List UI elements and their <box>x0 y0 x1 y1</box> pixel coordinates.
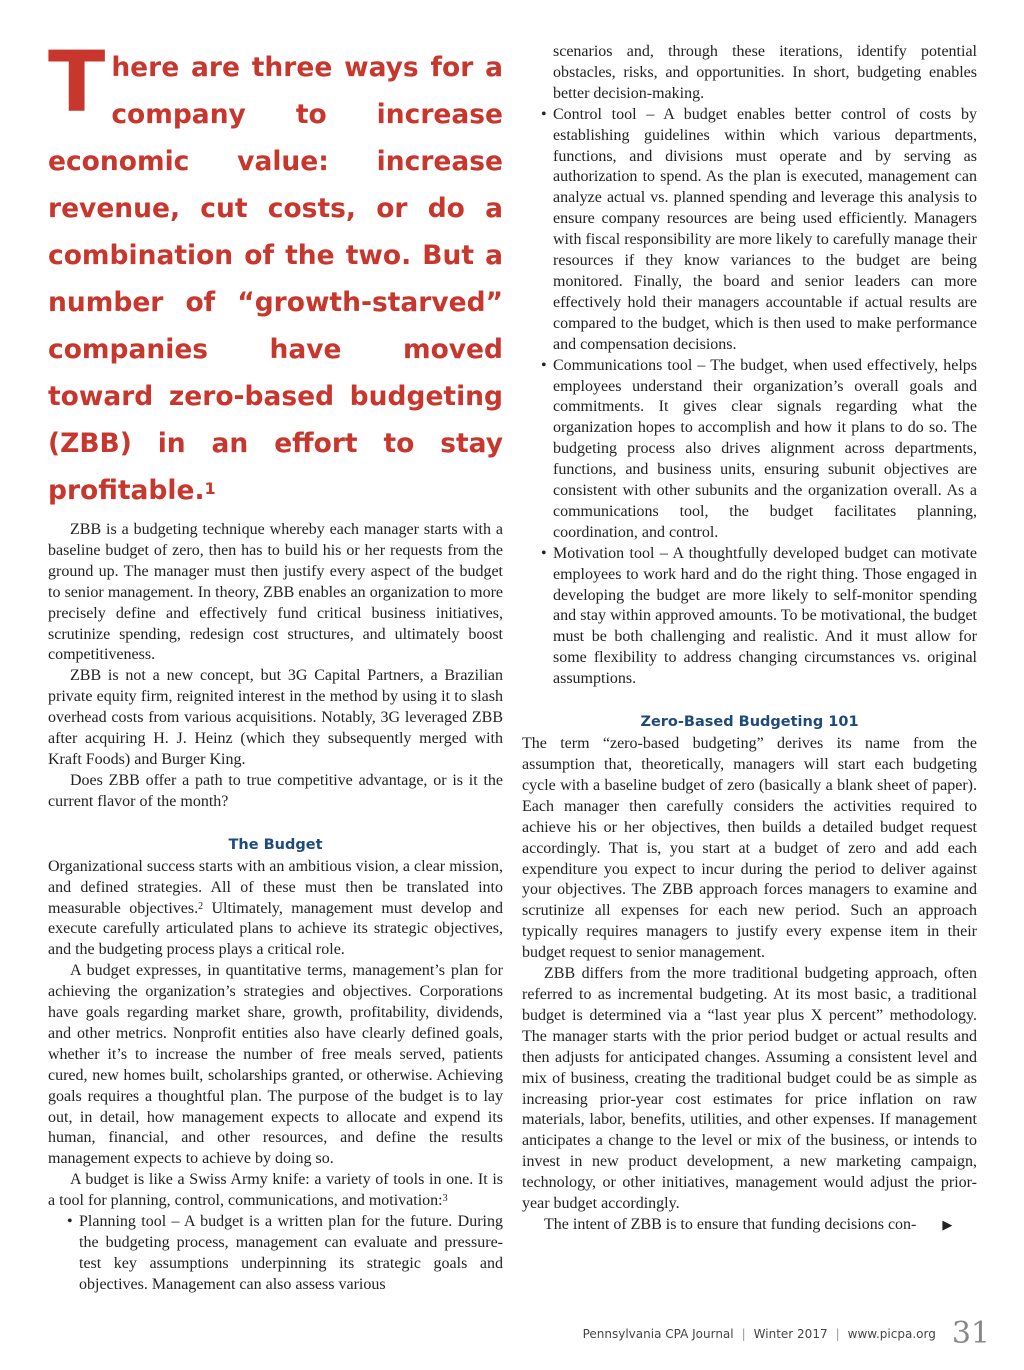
page-number: 31 <box>951 1316 990 1351</box>
lead-text: here are three ways for a company to increase economic value: increase revenue, cut costs, or do a combination of the two. But a number of “growth-starved” companies have moved toward zero-based budgeting (ZBB) in an effort to stay profitable. <box>48 52 503 506</box>
list-item <box>522 105 977 356</box>
footer-divider: | <box>741 1326 746 1341</box>
continued-text: scenarios and, through these iterations, identify potential obstacles, risks, and opportunities. In short, budgeting enables better decision-making. <box>553 43 977 102</box>
page-footer <box>583 1316 990 1351</box>
body-paragraph: Does ZBB offer a path to true competitive advantage, or is it the current flavor of the month? <box>48 771 503 810</box>
body-paragraph <box>48 1170 503 1212</box>
paragraph-text: Ultimately, management must develop and execute carefully articulated plans to achieve its strategic objectives, and the budgeting process plays a critical role. <box>48 899 504 959</box>
list-item-text: Planning tool – A budget is a written plan for the future. During the budgeting process, management can evaluate and pressure-test key assumptions underpinning its strategic goals and objectives. Management can also assess various <box>79 1213 503 1293</box>
section-heading-zbb: Zero-Based Budgeting 101 <box>640 714 859 731</box>
body-paragraph <box>522 1215 977 1236</box>
list-item-text: Motivation tool – A thoughtfully developed budget can motivate employees to work hard and do the right thing. Those engaged in developing the budget are more likely to self-monitor spending and stay within approved amounts. To be motivational, the budget must be both challenging and realistic. And it must allow for some flexibility to address changing circumstances vs. original assumptions. <box>553 544 977 688</box>
footnote-marker: 1 <box>204 479 216 498</box>
body-paragraph: A budget expresses, in quantitative terms, management’s plan for achieving the organization’s strategies and objectives. Corporations have goals regarding market share, growth, profitability, dividends, and other metrics. Nonprofit entities also have clearly defined goals, whether it’s to increase the number of free meals served, patients cured, new homes built, scholarships granted, or otherwise. Achieving goals requires a thoughtful plan. The purpose of the budget is to lay out, in detail, how management expects to allocate and expend its human, financial, and other resources, and define the results management expects to achieve by doing so. <box>48 962 503 1168</box>
left-column <box>48 33 504 1296</box>
website-link[interactable]: www.picpa.org <box>847 1326 936 1341</box>
drop-cap: T <box>48 33 106 131</box>
issue-date: Winter 2017 <box>753 1326 828 1341</box>
body-paragraph: The term “zero-based budgeting” derives its name from the assumption that, theoretically, managers will start each budgeting cycle with a baseline budget of zero (basically a blank sheet of paper). Each manager then carefully considers the activities required to achieve his or her objectives, then builds a detailed budget request accordingly. That is, you start at a budget of zero and add each expenditure you expect to incur during the period to deliver against your objectives. The ZBB approach forces managers to examine and scrutinize all expenses for each new period. Such an approach typically requires managers to justify every expense item in their budget request to senior management. <box>522 735 977 962</box>
list-item <box>522 356 977 544</box>
body-paragraph <box>48 857 503 962</box>
paragraph-text: A budget is like a Swiss Army knife: a variety of tools in one. It is a tool for planning, control, communications, and motivation: <box>48 1171 503 1210</box>
journal-name: Pennsylvania CPA Journal <box>582 1326 734 1341</box>
tool-list <box>522 105 977 690</box>
footer-divider: | <box>835 1326 840 1341</box>
tool-list <box>48 1212 503 1296</box>
list-item-text: Communications tool – The budget, when used effectively, helps employees understand their organization’s overall goals and commitments. It gives clear signals regarding what the organization hopes to accomplish and how it plans to do so. The budgeting process also drives alignment across departments, functions, and business units, ensuring subunit objectives are consistent with other subunits and the organization overall. As a communications tool, the budget facilitates planning, coordination, and control. <box>553 356 977 541</box>
section-heading-budget: The Budget <box>228 836 323 853</box>
bullet-icon: • <box>541 356 547 374</box>
body-paragraph: ZBB differs from the more traditional budgeting approach, often referred to as incremental budgeting. At its most basic, a traditional budget is determined via a “last year plus X percent” methodology. The manager starts with the prior period budget or actual results and then adjusts for anticipated changes. Assuming a consistent level and mix of business, creating the traditional budget could be as simple as increasing prior-year cost estimates for price inflation on raw materials, labor, benefits, utilities, and other expenses. If management anticipates a change to the level or mix of the business, or intends to invest in new product development, a new marketing campaign, technology, or other initiatives, management would adjust the prior-year budget accordingly. <box>522 965 977 1213</box>
paragraph-text: The intent of ZBB is to ensure that funding decisions con- <box>544 1215 917 1233</box>
bullet-icon: • <box>541 105 547 123</box>
bullet-icon: • <box>67 1213 73 1231</box>
right-column <box>522 42 977 1236</box>
bullet-icon: • <box>541 544 547 562</box>
lead-paragraph <box>48 33 503 514</box>
list-item-text: Control tool – A budget enables better control of costs by establishing guidelines within which various departments, functions, and divisions must operate and by serving as authorization to spend. As the plan is executed, management can analyze actual vs. planned spending and leverage this analysis to ensure company resources are being used efficiently. Managers with fiscal responsibility are more likely to carefully manage their resources if they know variances to the budget are being monitored. Finally, the board and senior leaders can more effectively hold their managers accountable if actual results are compared to the budget, which is then used to make performance and compensation decisions. <box>553 105 977 353</box>
footnote-marker: 3 <box>442 1193 448 1205</box>
continue-arrow-icon: ▶ <box>942 1216 953 1232</box>
footnote-marker: 2 <box>198 900 204 912</box>
body-paragraph: ZBB is a budgeting technique whereby each manager starts with a baseline budget of zero, then has to build his or her requests from the ground up. The manager must then justify every aspect of the budget to senior management. In theory, ZBB enables an organization to more precisely define and effectively fund critical business initiatives, scrutinize spending, redesign cost structures, and ultimately boost competitiveness. <box>48 521 503 664</box>
body-paragraph: ZBB is not a new concept, but 3G Capital Partners, a Brazilian private equity firm, reignited interest in the method by using it to slash overhead costs from various acquisitions. Notably, 3G leveraged ZBB after acquiring H. J. Heinz (which they subsequently merged with Kraft Foods) and Burger King. <box>48 667 503 768</box>
list-item <box>48 1212 503 1296</box>
list-item <box>522 544 977 690</box>
paragraph-text: Organizational success starts with an ambitious vision, a clear mission, and defined strategies. All of these must then be translated into measurable objectives. <box>48 857 503 917</box>
